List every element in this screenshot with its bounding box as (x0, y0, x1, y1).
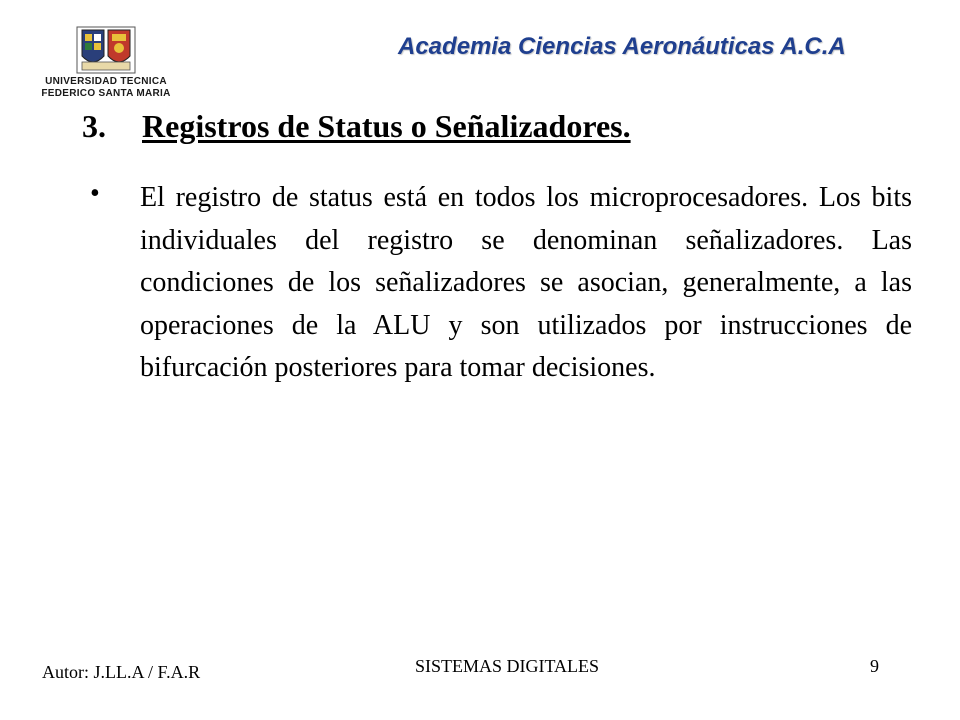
bullet-paragraph: El registro de status está en todos los microprocesadores. Los bits individuales del registro se denominan señalizadores. Las condiciones de los señalizadores se asocian, generalmente, a las operaciones de la ALU y son utilizados por instrucciones de bifurcación posteriores para tomar decisiones. (140, 182, 912, 383)
footer-course: SISTEMAS DIGITALES (415, 656, 600, 676)
logo-text-line2: FEDERICO SANTA MARIA (41, 88, 171, 99)
section-number: 3. (82, 108, 106, 144)
university-crest-icon (76, 26, 136, 74)
section-title: Registros de Status o Señalizadores. (142, 108, 631, 144)
bullet-icon: • (90, 178, 100, 209)
footer-author: Autor: J.LL.A / F.A.R (42, 662, 201, 682)
university-logo (36, 26, 176, 100)
logo-text-line1: UNIVERSIDAD TECNICA (45, 76, 167, 87)
header-title: Academia Ciencias Aeronáuticas A.C.A (398, 33, 846, 60)
section-heading (82, 108, 631, 145)
page-number: 9 (870, 656, 879, 676)
